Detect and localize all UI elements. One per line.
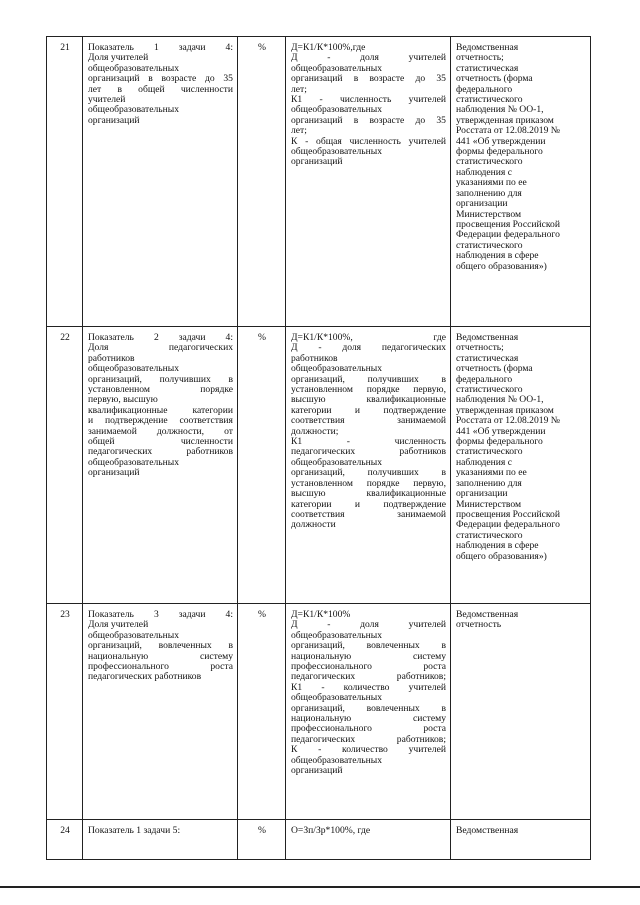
indicator-name-line: занимаемой должности, от [88, 425, 233, 437]
formula-line: должности [291, 519, 336, 531]
formula-line: К - общая численность учителей [291, 135, 446, 147]
formula-line: соответствия занимаемой [291, 508, 446, 520]
unit: % [238, 604, 286, 820]
data-source-line: заполнению для [456, 477, 522, 489]
indicator-name-line: педагогических работников [88, 671, 202, 683]
formula [286, 820, 451, 860]
formula-line: установленном порядке первую, [291, 477, 446, 489]
data-source-line: Федерации федерального [456, 519, 560, 531]
data-source [451, 820, 591, 860]
indicator-name [83, 327, 238, 604]
indicator-name-line: организаций [88, 467, 140, 479]
data-source-line: статистическая [456, 352, 519, 364]
data-source-line: статистического [456, 156, 523, 168]
data-source-line: общего образования») [456, 260, 547, 272]
indicator-name-line: Показатель 1 задачи 5: [88, 825, 181, 836]
formula-line: организаций [291, 765, 343, 777]
table-row [47, 820, 591, 860]
data-source-line: статистического [456, 384, 523, 396]
indicator-name-line: работников [88, 352, 135, 364]
formula [286, 604, 451, 820]
unit: % [238, 820, 286, 860]
formula [286, 327, 451, 604]
formula-line: общеобразовательных [291, 104, 382, 116]
formula-line: общеобразовательных [291, 62, 382, 74]
formula-line: работников [291, 352, 338, 364]
data-source-line: организации [456, 488, 508, 500]
data-source-line: просвещения Российской [456, 218, 560, 230]
data-source-line: наблюдения с [456, 456, 512, 468]
data-source-line: утвержденная приказом [456, 404, 554, 416]
formula-line: организаций в возрасте до 35 [291, 73, 446, 85]
formula-line: общеобразовательных [291, 692, 382, 704]
indicator-name-line: квалификационные категории [88, 404, 233, 416]
formula-line: Д - доля учителей [291, 52, 446, 64]
formula-line: общеобразовательных [291, 146, 382, 158]
indicator-name-line: общеобразовательных [88, 629, 179, 641]
formula-line: педагогических работников; [291, 733, 446, 745]
row-number: 23 [47, 604, 83, 820]
formula-line: лет; [291, 125, 307, 137]
formula-line: профессионального роста [291, 661, 446, 673]
table-row [47, 37, 591, 327]
indicator-name-line: и подтверждение соответствия [88, 415, 233, 427]
formula-line: лет; [291, 83, 307, 95]
formula-line: высшую квалификационные [291, 394, 446, 406]
data-source-line: Министерством [456, 208, 522, 220]
data-source-line: наблюдения № ОО-1, [456, 394, 544, 406]
indicator-name-line: установленном порядке [88, 384, 233, 396]
row-number: 22 [47, 327, 83, 604]
data-source-line: организации [456, 198, 508, 210]
formula [286, 37, 451, 327]
indicator-name-line: общеобразовательных [88, 104, 179, 116]
indicator-name [83, 604, 238, 820]
indicator-name-line: учителей [88, 94, 126, 106]
data-source-line: отчетность; [456, 342, 504, 354]
formula-line: Д - доля учителей [291, 619, 446, 631]
indicator-name-line: Доля учителей [88, 619, 149, 631]
data-source-line: отчетность [456, 619, 502, 631]
formula-line: К1 - численность [291, 436, 446, 448]
bottom-rule [0, 886, 640, 888]
indicators-table [46, 36, 591, 860]
indicator-name-line: общей численности [88, 436, 233, 448]
data-source [451, 37, 591, 327]
data-source-line: наблюдения № ОО-1, [456, 104, 544, 116]
data-source-line: статистическая [456, 62, 519, 74]
indicator-name-line: Доля учителей [88, 52, 149, 64]
formula-line: категории и подтверждение [291, 404, 446, 416]
formula-line: педагогических работников [291, 446, 446, 458]
row-number: 24 [47, 820, 83, 860]
indicator-name-line: профессионального роста [88, 661, 233, 673]
unit: % [238, 37, 286, 327]
indicator-name-line: общеобразовательных [88, 456, 179, 468]
formula-line: установленном порядке первую, [291, 384, 446, 396]
formula-line: организаций в возрасте до 35 [291, 114, 446, 126]
table-row [47, 604, 591, 820]
formula-line: К1 - численность учителей [291, 94, 446, 106]
data-source-line: Министерством [456, 498, 522, 510]
formula-line: общеобразовательных [291, 629, 382, 641]
data-source-line: просвещения Российской [456, 508, 560, 520]
formula-line: К1 - количество учителей [291, 681, 446, 693]
formula-line: национальную систему [291, 650, 446, 662]
data-source-line: наблюдения с [456, 166, 512, 178]
formula-line: национальную систему [291, 713, 446, 725]
data-source-line: федерального [456, 373, 513, 385]
data-source-line: наблюдения в сфере [456, 540, 539, 552]
data-source-line: Ведомственная [456, 332, 519, 343]
data-source-line: статистического [456, 446, 523, 458]
table-row [47, 327, 591, 604]
data-source-line: Федерации федерального [456, 229, 560, 241]
formula-line: Д=К1/К*100%,где [291, 42, 366, 53]
indicator-name-line: лет в общей численности [88, 83, 233, 95]
data-source-line: наблюдения в сфере [456, 250, 539, 262]
indicator-name-line: Доля педагогических [88, 342, 233, 354]
row-number: 21 [47, 37, 83, 327]
formula-line: К - количество учителей [291, 744, 446, 756]
indicator-name [83, 820, 238, 860]
data-source-line: статистического [456, 529, 523, 541]
formula-line: организаций, получивших в [291, 467, 446, 479]
formula-line: Д=К1/К*100%, где [291, 332, 446, 343]
data-source-line: 441 «Об утверждении [456, 135, 546, 147]
data-source-line: заполнению для [456, 187, 522, 199]
data-source [451, 604, 591, 820]
formula-line: организаций, вовлеченных в [291, 702, 446, 714]
data-source-line: статистического [456, 94, 523, 106]
data-source-line: отчетность; [456, 52, 504, 64]
indicator-name-line: организаций, получивших в [88, 373, 233, 385]
data-source-line: формы федерального [456, 146, 543, 158]
data-source-line: отчетность (форма [456, 73, 533, 85]
data-source-line: Ведомственная [456, 609, 519, 620]
formula-line: профессионального роста [291, 723, 446, 735]
indicator-name-line: общеобразовательных [88, 363, 179, 375]
formula-line: Д=К1/К*100% [291, 609, 351, 620]
data-source [451, 327, 591, 604]
data-source-line: утвержденная приказом [456, 114, 554, 126]
indicator-name-line: первую, высшую [88, 394, 158, 406]
formula-line: должности; [291, 425, 339, 437]
indicator-name-line: национальную систему [88, 650, 233, 662]
formula-line: Д - доля педагогических [291, 342, 446, 354]
indicator-name-line: общеобразовательных [88, 62, 179, 74]
formula-line: организаций, получивших в [291, 373, 446, 385]
data-source-line: Росстата от 12.08.2019 № [456, 415, 560, 427]
data-source-line: федерального [456, 83, 513, 95]
data-source-line: общего образования») [456, 550, 547, 562]
data-source-line: 441 «Об утверждении [456, 425, 546, 437]
indicator-name-line: Показатель 1 задачи 4: [88, 42, 233, 53]
indicator-name [83, 37, 238, 327]
indicator-name-line: Показатель 3 задачи 4: [88, 609, 233, 620]
indicator-name-line: организаций в возрасте до 35 [88, 73, 233, 85]
indicator-name-line: педагогических работников [88, 446, 233, 458]
formula-line: общеобразовательных [291, 754, 382, 766]
data-source-line: Ведомственная [456, 825, 519, 836]
formula-line: общеобразовательных [291, 363, 382, 375]
indicator-name-line: организаций, вовлеченных в [88, 640, 233, 652]
data-source-line: Ведомственная [456, 42, 519, 53]
indicator-name-line: организаций [88, 114, 140, 126]
data-source-line: указаниями по ее [456, 467, 527, 479]
data-source-line: статистического [456, 239, 523, 251]
data-source-line: формы федерального [456, 436, 543, 448]
formula-line: организаций, вовлеченных в [291, 640, 446, 652]
formula-line: общеобразовательных [291, 456, 382, 468]
unit: % [238, 327, 286, 604]
formula-line: высшую квалификационные [291, 488, 446, 500]
indicator-name-line: Показатель 2 задачи 4: [88, 332, 233, 343]
formula-line: категории и подтверждение [291, 498, 446, 510]
formula-line: О=Зп/Зр*100%, где [291, 825, 371, 836]
formula-line: соответствия занимаемой [291, 415, 446, 427]
data-source-line: отчетность (форма [456, 363, 533, 375]
formula-line: педагогических работников; [291, 671, 446, 683]
data-source-line: указаниями по ее [456, 177, 527, 189]
formula-line: организаций [291, 156, 343, 168]
data-source-line: Росстата от 12.08.2019 № [456, 125, 560, 137]
